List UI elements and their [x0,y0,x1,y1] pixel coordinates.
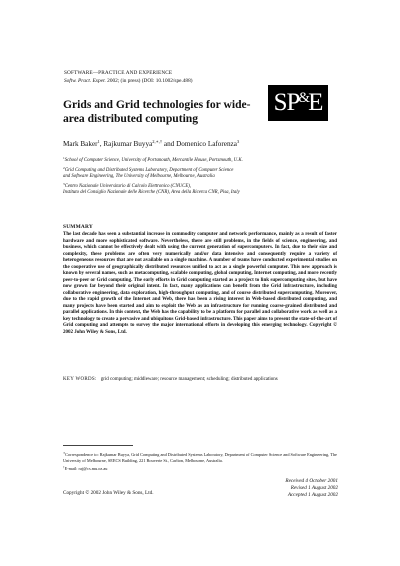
paper-title: Grids and Grid technologies for wide-area distributed computing [63,98,251,125]
author-separator: and [162,140,177,148]
affiliation-text: School of Computer Science, University of Portsmouth, Mercantile House, Portsmouth, U.K. [64,158,243,163]
copyright-notice: Copyright © 2002 John Wiley & Sons, Ltd. [63,490,154,496]
keywords-text: grid computing; middleware; resource management; scheduling; distributed applications [100,377,278,382]
accepted-date: Accepted 1 August 2002 [287,491,338,498]
author-name: Rajkumar Buyya [103,140,153,148]
logo-amp: & [298,90,310,106]
author [63,140,103,148]
keywords [63,376,337,383]
author-affil-mark: 3 [236,139,240,144]
footnote [63,450,337,464]
summary-heading: SUMMARY [63,224,93,230]
footnote-text: E-mail: raj@cs.mu.oz.au [64,466,108,471]
logo-left: SP [273,89,300,116]
affiliation-mark: 2 [63,165,65,170]
received-date: Received 4 October 2001 [285,478,338,484]
author-name: Domenico Laforenza [176,140,237,148]
logo-right: E [308,89,323,116]
author-list [63,137,343,149]
author-name: Mark Baker [63,140,98,148]
author-affil-mark: 2,∗,† [152,139,163,144]
revised-date: Revised 1 August 2002 [290,484,338,491]
footnotes [63,450,337,472]
journal-name: SOFTWARE—PRACTICE AND EXPERIENCE [64,70,173,76]
author-affil-mark: 1 [97,139,100,144]
affiliation [63,181,338,197]
affiliation [63,165,338,181]
journal-citation-details: 2002; (in press) (DOI: 10.1002/spe.488) [105,77,193,84]
footnote-mark: † [63,465,65,469]
footnote [63,464,337,472]
author-separator: , [99,140,104,148]
affiliation [63,155,338,165]
author [103,140,176,148]
author [176,140,239,148]
abstract-text: The last decade has seen a substantial increase in commodity computer and network performance, mainly as a result of faster hardware and more sophisticated software. Nevertheless, there are still problems, in the fields of science, engineering, and business, which cannot be effectively dealt with using the current generation of supercomputers. In fact, due to their size and complexity, these problems are often very numerically and/or data intensive and consequently require a variety of heterogeneous resources that are not available on a single machine. A number of teams have conducted experimental studies on the cooperative use of geographically distributed resources unified to act as a single powerful computer. This new approach is known by several names, such as metacomputing, scalable computing, global computing, Internet computing, and more recently peer-to-peer or Grid computing. The early efforts in Grid computing started as a project to link supercomputing sites, but have now grown far beyond their original intent. In fact, many applications can benefit from the Grid infrastructure, including collaborative engineering, data exploration, high-throughput computing, and of course distributed supercomputing. Moreover, due to the rapid growth of the Internet and Web, there has been a rising interest in Web-based distributed computing, and many projects have been started and aim to exploit the Web as an infrastructure for running coarse-grained distributed and parallel applications. In this context, the Web has the capability to be a platform for parallel and collaborative work as well as a key technology to create a pervasive and ubiquitous Grid-based infrastructure. This paper aims to present the state-of-the-art of Grid computing and attempts to survey the major international efforts in developing this emerging technology. Copyright © 2002 John Wiley & Sons, Ltd. [63,232,337,335]
keywords-label: KEY WORDS: [63,377,97,382]
affiliation-continuation: and Software Engineering, The University of Melbourne, Melbourne, Australia [63,174,215,180]
affiliation-text: Centro Nazionale Universitario di Calcolo Elettronico (CNUCE), [64,183,192,189]
journal-header [64,70,314,85]
affiliation-list [63,155,338,197]
footnote-text: Correspondence to: Rajkumar Buyya, Grid Computing and Distributed Systems Laboratory, Department of Computer Science and Software Engineering, The University of Melbourne, SEECS Building, 221 Bouverie St., Carlton, Melbourne, Australia. [63,452,337,463]
affiliation-mark: 1 [63,156,65,160]
journal-citation-abbrev: Softw. Pract. Exper. [64,77,106,84]
footnote-mark: ∗ [63,451,66,455]
affiliation-continuation: Instituto del Consiglio Nazionale delle Ricerche (CNR), Area della Ricerca CNR, Pisa, Italy [63,190,240,196]
journal-logo [268,85,328,121]
footnote-divider [63,445,133,446]
affiliation-text: Grid Computing and Distributed Systems Laboratory, Department of Computer Science [64,167,234,173]
publication-dates [260,478,338,498]
affiliation-mark: 3 [63,181,65,186]
